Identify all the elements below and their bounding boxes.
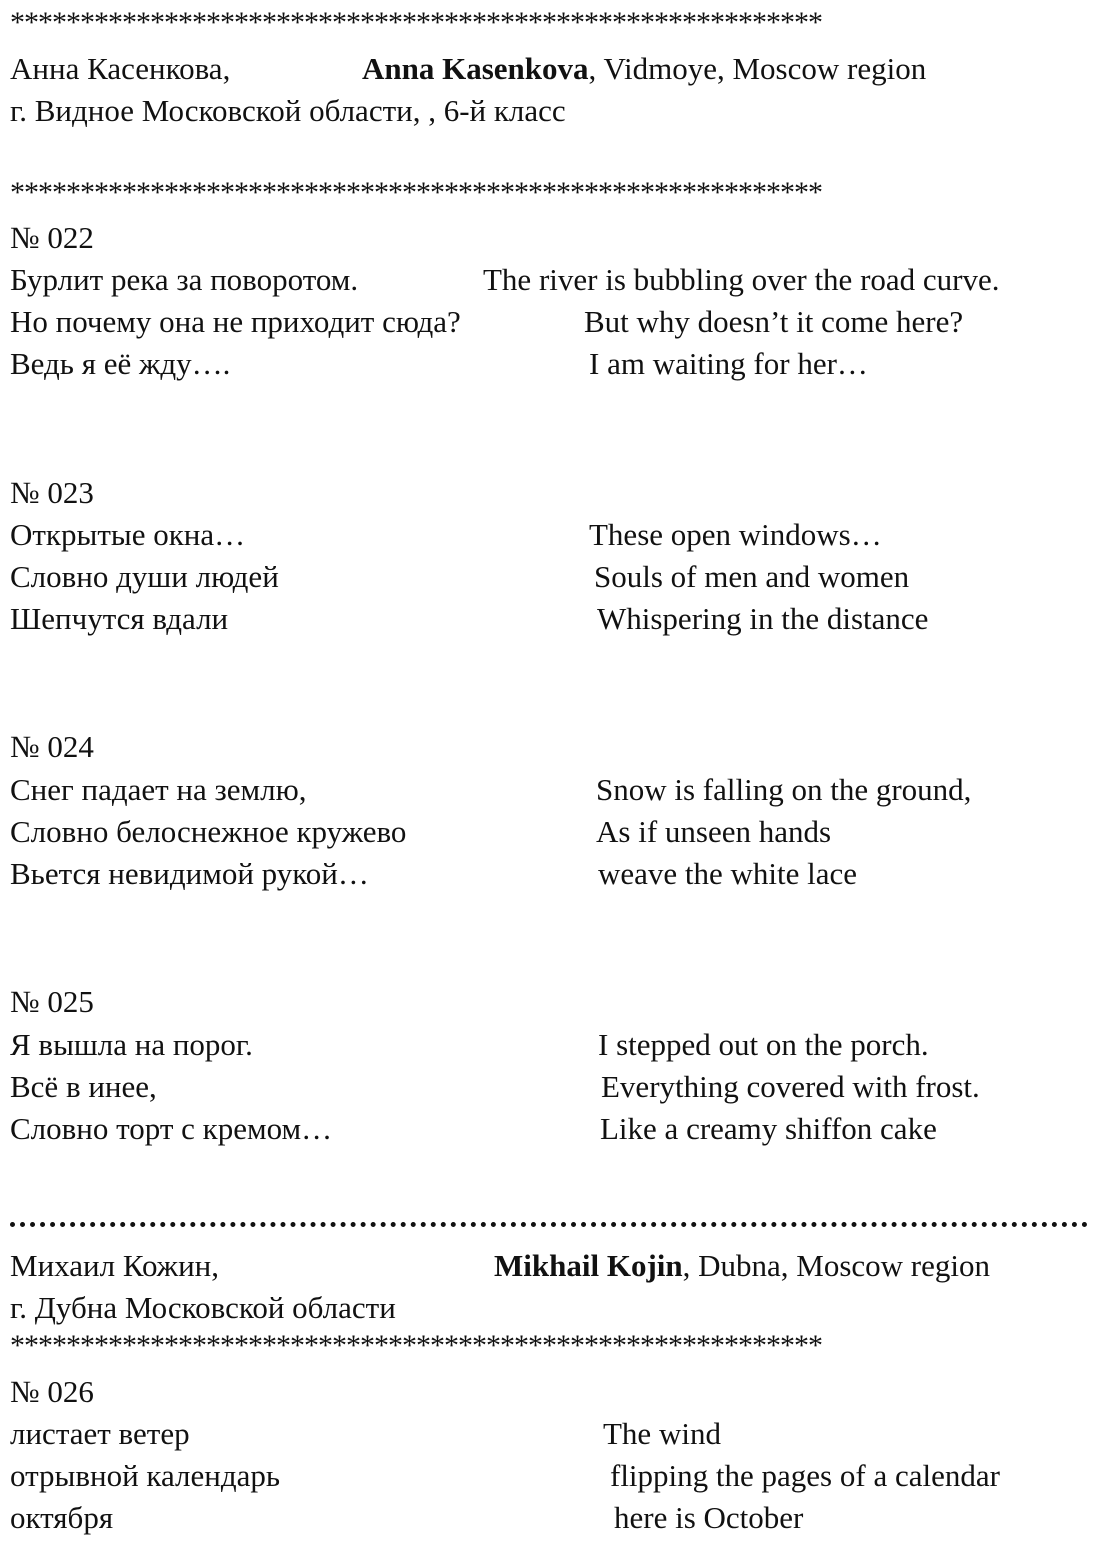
poem-ru-line: Открытые окна… [10,517,246,552]
author1-en-place: , Vidmoye, Moscow region [588,51,927,86]
poem-en-line: here is October [614,1500,804,1535]
poem-en-line: These open windows… [589,517,882,552]
poem-number: № 026 [10,1374,94,1409]
star-separator: ********************************************************** [10,1329,822,1362]
poem-ru-line: Словно души людей [10,559,279,594]
poem-ru-line: Но почему она не приходит сюда? [10,304,461,339]
poem-en-line: Everything covered with frost. [601,1069,980,1104]
poem-en-line: The river is bubbling over the road curve. [483,262,1000,297]
poem-ru-line: октября [10,1500,114,1535]
author2-ru-name: Михаил Кожин, [10,1248,220,1283]
poem-en-line: weave the white lace [598,856,858,891]
poem-number: № 025 [10,984,94,1019]
poem-ru-line: отрывной календарь [10,1458,281,1493]
poem-en-line: flipping the pages of a calendar [610,1458,1000,1493]
poem-en-line: Whispering in the distance [597,601,929,636]
author1-ru-name: Анна Касенкова, [10,51,231,86]
poem-ru-line: Я вышла на порог. [10,1027,253,1062]
author2-en [494,1245,990,1287]
poem-number: № 023 [10,475,94,510]
poem-ru-line: Всё в инее, [10,1069,157,1104]
author1-en-name: Anna Kasenkova [362,51,589,86]
poem-en-line: Like a creamy shiffon cake [600,1111,937,1146]
author2-ru-place: г. Дубна Московской области [10,1290,396,1325]
star-separator: ********************************************************** [10,176,822,209]
poem-en-line: I am waiting for her… [589,346,868,381]
poem-number: № 024 [10,729,94,764]
poem-ru-line: листает ветер [10,1416,190,1451]
author1-en [362,48,926,90]
poem-ru-line: Словно торт с кремом… [10,1111,333,1146]
author2-en-place: , Dubna, Moscow region [682,1248,990,1283]
poem-ru-line: Бурлит река за поворотом. [10,262,359,297]
poem-en-line: I stepped out on the porch. [598,1027,929,1062]
author1-ru-place: г. Видное Московской области, , 6-й класс [10,93,566,128]
poem-en-line: Souls of men and women [594,559,910,594]
poem-en-line: Snow is falling on the ground, [596,772,972,807]
author2-en-name: Mikhail Kojin [494,1248,683,1283]
poem-en-line: But why doesn’t it come here? [584,304,964,339]
poem-ru-line: Шепчутся вдали [10,601,229,636]
poem-ru-line: Снег падает на землю, [10,772,307,807]
poem-ru-line: Ведь я её жду…. [10,346,231,381]
poem-number: № 022 [10,220,94,255]
poem-en-line: The wind [603,1416,721,1451]
poem-ru-line: Вьется невидимой рукой… [10,856,369,891]
poem-en-line: As if unseen hands [596,814,832,849]
star-separator: ********************************************************** [10,6,822,39]
dotted-separator [10,1222,1088,1233]
poem-ru-line: Словно белоснежное кружево [10,814,407,849]
